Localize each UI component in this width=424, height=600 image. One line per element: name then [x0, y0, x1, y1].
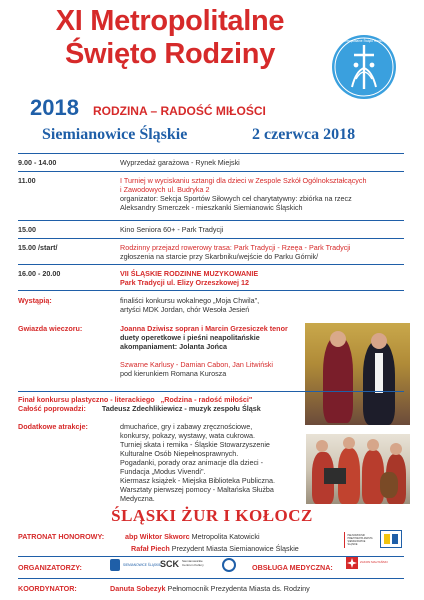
extras-line: dmuchańce, gry i zabawy zręcznościowe, — [120, 422, 253, 431]
extras-label: Dodatkowe atrakcje: — [18, 422, 88, 431]
divider — [18, 391, 404, 392]
divider — [18, 290, 404, 291]
schedule-desc: Rodzinny przejazd rowerowy trasa: Park Tradycji - Rzeęa - Park Tradycji — [120, 243, 351, 252]
extras-line: Kiermasz książek - Miejska Biblioteka Publiczna. — [120, 476, 275, 485]
extras-line: konkursy, pokazy, wystawy, wata cukrowa. — [120, 431, 256, 440]
cross-family-icon — [332, 35, 396, 99]
parish-logo-icon — [222, 558, 236, 572]
schedule-time: 11.00 — [18, 176, 36, 185]
city-logo: SIEMIANOWICE ŚLĄSKIE — [110, 559, 163, 571]
schedule-desc: Aleksandry Smerczek - mieszkanki Siemianowic Śląskich — [120, 203, 303, 212]
performers-label: Wystąpią: — [18, 296, 52, 305]
band-photo — [306, 434, 410, 504]
medical-label: OBSŁUGA MEDYCZNA: — [252, 563, 333, 572]
culture-centre-logo: SCK Siemianowickie Centrum Kultury — [160, 559, 204, 569]
stars-line: Szwarne Karlusy - Damian Cabon, Jan Litwiński — [120, 360, 273, 369]
schedule-time: 15.00 — [18, 225, 36, 234]
stars-line: akompaniament: Jolanta Jońca — [120, 342, 228, 351]
schedule-desc: VII ŚLĄSKIE RODZINNE MUZYKOWANIE — [120, 269, 259, 278]
divider — [18, 220, 404, 221]
divider — [18, 264, 404, 265]
logo-text: Metropolitalne Święto Rodziny — [342, 39, 386, 43]
maltese-logo: ZAKON MALTAŃSKI — [346, 557, 396, 569]
schedule-time: 9.00 - 14.00 — [18, 158, 57, 167]
plenipotentiary-logo: PEŁNOMOCNIK PREZYDENTA MIASTA SIEMIANOWICE ŚLĄSKIE — [344, 530, 374, 550]
organizers-label: ORGANIZATORZY: — [18, 563, 82, 572]
extras-line: Pogadanki, porady oraz animacje dla dzieci - — [120, 458, 264, 467]
title-line-2: Święto Rodziny — [64, 38, 276, 70]
city: Siemianowice Śląskie — [42, 126, 188, 143]
slogan: ŚLĄSKI ŻUR I KOŁOCZ — [111, 506, 313, 525]
metropolis-logo — [380, 530, 402, 548]
stars-label: Gwiazda wieczoru: — [18, 324, 83, 333]
accordion — [324, 468, 346, 484]
divider — [18, 578, 404, 579]
patron-1-name: abp Wiktor Skworc — [125, 532, 190, 541]
patron-1-role: Metropolita Katowicki — [191, 532, 260, 541]
singers-photo — [305, 323, 410, 425]
guitar — [380, 472, 398, 498]
stars-line: pod kierunkiem Romana Kurosza — [120, 369, 227, 378]
extras-line: Turniej skata i remika - Śląskie Stowarzyszenie — [120, 440, 270, 449]
patron-2-role: Prezydent Miasta Siemianowice Śląskie — [171, 544, 299, 553]
year: 2018 — [30, 95, 79, 120]
coordinator-name: Danuta Sobezyk — [110, 584, 166, 593]
performers-line: finaliści konkursu wokalnego „Moja Chwila", — [120, 296, 260, 305]
title-line-1: XI Metropolitalne — [55, 5, 285, 37]
finale-value: „Rodzina - radość miłości" — [160, 395, 253, 404]
stars-line: duety operetkowe i pieśni neapolitańskie — [120, 333, 260, 342]
schedule-time: 16.00 - 20.00 — [18, 269, 61, 278]
schedule-desc: I Turniej w wyciskaniu sztangi dla dzieci w Zespole Szkół Ogólnokształcących — [120, 176, 367, 185]
host-value: Tadeusz Zdechlikiewicz - muzyk zespołu Śląsk — [101, 404, 261, 413]
divider — [18, 171, 404, 172]
patron-2-name: Rafał Piech — [131, 544, 170, 553]
schedule-time: 15.00 /start/ — [18, 243, 58, 252]
divider — [18, 238, 404, 239]
finale-label: Finał konkursu plastyczno - literackiego — [18, 395, 155, 404]
coordinator-label: KOORDYNATOR: — [18, 584, 77, 593]
schedule-desc: Park Tradycji ul. Elizy Orzeszkowej 12 — [120, 278, 250, 287]
extras-line: Fundacja „Modus Vivendi". — [120, 467, 206, 476]
maltese-cross-icon — [346, 557, 358, 569]
extras-line: Warsztaty pierwszej pomocy - Maltańska Służba Medyczna. — [120, 485, 274, 503]
schedule-desc: organizator: Sekcja Sportów Siłowych cel charytatywny: zbiórka na rzecz — [120, 194, 352, 203]
host-label: Całość poprowadzi: — [18, 404, 86, 413]
motto: RODZINA – RADOŚĆ MIŁOŚCI — [92, 104, 266, 118]
schedule-desc: i Zawodowych ul. Budryka 2 — [120, 185, 210, 194]
schedule-desc: Kino Seniora 60+ - Park Tradycji — [120, 225, 224, 234]
stars-line: Joanna Dziwisz sopran i Marcin Grzesiczek tenor — [120, 324, 288, 333]
coordinator-role: Pełnomocnik Prezydenta Miasta ds. Rodziny — [167, 584, 310, 593]
patronat-label: PATRONAT HONOROWY: — [18, 532, 105, 541]
singer-woman — [323, 337, 353, 423]
festival-logo — [332, 35, 396, 99]
extras-line: Kulturalne Osób Niepełnosprawnych. — [120, 449, 239, 458]
schedule-desc: Wyprzedaż garażowa - Rynek Miejski — [120, 158, 240, 167]
schedule-desc: zgłoszenia na starcie przy Skarbniku/wejście do Parku Górnik/ — [120, 252, 319, 261]
divider — [18, 153, 404, 154]
event-date: 2 czerwca 2018 — [252, 126, 356, 143]
performers-line: artyści MDK Jordan, chór Wesoła Jesień — [120, 305, 250, 314]
